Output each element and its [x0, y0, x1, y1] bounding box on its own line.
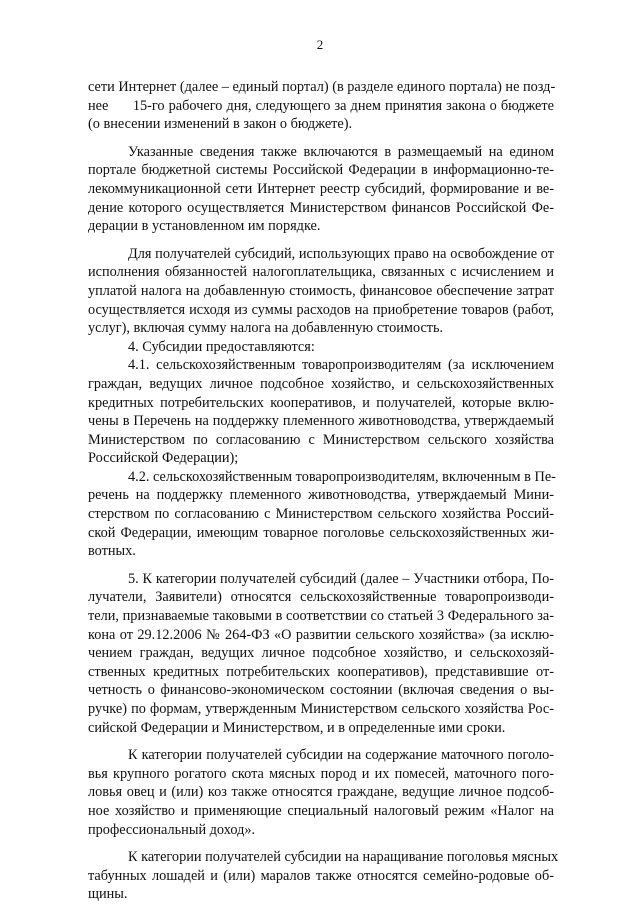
text-line: профессиональный доход».	[88, 821, 256, 838]
text-line: исполнения обязанностей налогоплательщика, связанных с исчислением и	[88, 264, 554, 281]
text-line: вотных.	[88, 543, 136, 560]
text-line: дение которого осуществляется Министерством финансов Российской Фе-	[88, 199, 554, 216]
document-body	[88, 78, 559, 904]
text-line: вья крупного рогатого скота мясных пород и их помесей, маточного пого-	[88, 765, 554, 782]
paragraph-item-4-2	[88, 468, 554, 561]
text-line: ручке) по формам, утвержденным Министерством сельского хозяйства Рос-	[88, 701, 554, 717]
paragraph-section-4-heading	[88, 338, 554, 357]
text-line: Министерством по согласованию с Министерством сельского хозяйства	[88, 431, 554, 448]
text-line: Для получателей субсидий, использующих право на освобождение от	[128, 245, 554, 262]
text-line: уплатой налога на добавленную стоимость, финансовое обеспечение затрат	[88, 282, 554, 299]
text-line: дерации в установленном им порядке.	[88, 218, 321, 235]
text-line: К категории получателей субсидии на наращивание поголовья мясных	[128, 849, 559, 866]
text-line: ской Федерации, имеющим товарное поголовье сельскохозяйственных жи-	[88, 524, 554, 541]
text-line: ловья овец и (или) коз также относятся граждане, ведущие личное подсоб-	[88, 784, 554, 801]
text-line: портале бюджетной системы Российской Федерации в информационно-те-	[88, 162, 554, 179]
paragraph-vat-exemption	[88, 245, 554, 338]
text-line: услуг), включая сумму налога на добавленную стоимость.	[88, 320, 444, 337]
text-line: речень на поддержку племенного животноводства, утверждаемый Мини-	[88, 487, 554, 504]
text-line: кона от 29.12.2006 № 264-ФЗ «О развитии сельского хозяйства» (за исклю-	[88, 626, 554, 643]
text-line: сийской Федерации и Министерством, и в определенные ими сроки.	[88, 719, 506, 736]
text-line: чением граждан, ведущих личное подсобное хозяйство, и сельскохозяй-	[88, 645, 554, 662]
text-line: 5. К категории получателей субсидий (далее – Участники отбора, По-	[128, 570, 554, 587]
paragraph-cattle-subsidy	[88, 746, 554, 839]
text-line: табунных лошадей и (или) маралов также относятся семейно-родовые об-	[88, 867, 554, 884]
text-line: 4.1. сельскохозяйственным товаропроизводителям (за исключением	[128, 357, 554, 374]
text-line: сети Интернет (далее – единый портал) (в разделе единого портала) не позд-	[88, 79, 556, 95]
text-line: осуществляется исходя из суммы расходов на приобретение товаров (работ,	[88, 301, 554, 318]
text-line: кредитных потребительских кооперативов, и получателей, которые вклю-	[88, 394, 554, 411]
text-line: четность о финансово-экономическом состоянии (включая сведения о вы-	[88, 682, 554, 699]
text-line: ное хозяйство и применяющие специальный налоговый режим «Налог на	[88, 802, 554, 819]
text-line: стерством по согласованию с Министерством сельского хозяйства Россий-	[88, 506, 554, 523]
text-line: К категории получателей субсидии на содержание маточного поголо-	[128, 747, 554, 764]
page-number: 2	[316, 37, 324, 52]
text-line: лекоммуникационной сети Интернет реестр субсидий, формирование и ве-	[88, 180, 554, 197]
paragraph-item-4-1	[88, 356, 554, 468]
paragraph-subsidy-registry	[88, 143, 554, 236]
paragraph-publication-deadline	[88, 78, 554, 134]
text-line: чены в Перечень на поддержку племенного животноводства, утверждаемый	[88, 413, 554, 430]
text-line: нее 15-го рабочего дня, следующего за днем принятия закона о бюджете	[88, 97, 554, 114]
text-line: 4. Субсидии предоставляются:	[128, 338, 315, 355]
text-line: Указанные сведения также включаются в размещаемый на едином	[128, 143, 554, 160]
paragraph-horse-maral-subsidy	[88, 848, 559, 904]
text-line: щины.	[88, 886, 128, 903]
text-line: лучатели, Заявители) относятся сельскохозяйственные товаропроизводи-	[88, 589, 554, 606]
text-line: (о внесении изменений в закон о бюджете).	[88, 116, 353, 133]
text-line: ственных кредитных потребительских кооперативов), представившие от-	[88, 663, 554, 680]
text-line: 4.2. сельскохозяйственным товаропроизводителям, включенным в Пе-	[128, 468, 556, 485]
text-line: тели, признаваемые таковыми в соответствии со статьей 3 Федерального за-	[88, 608, 554, 625]
text-line: граждан, ведущих личное подсобное хозяйство, и сельскохозяйственных	[88, 375, 554, 392]
paragraph-section-5	[88, 570, 554, 737]
text-line: Российской Федерации);	[88, 450, 239, 467]
